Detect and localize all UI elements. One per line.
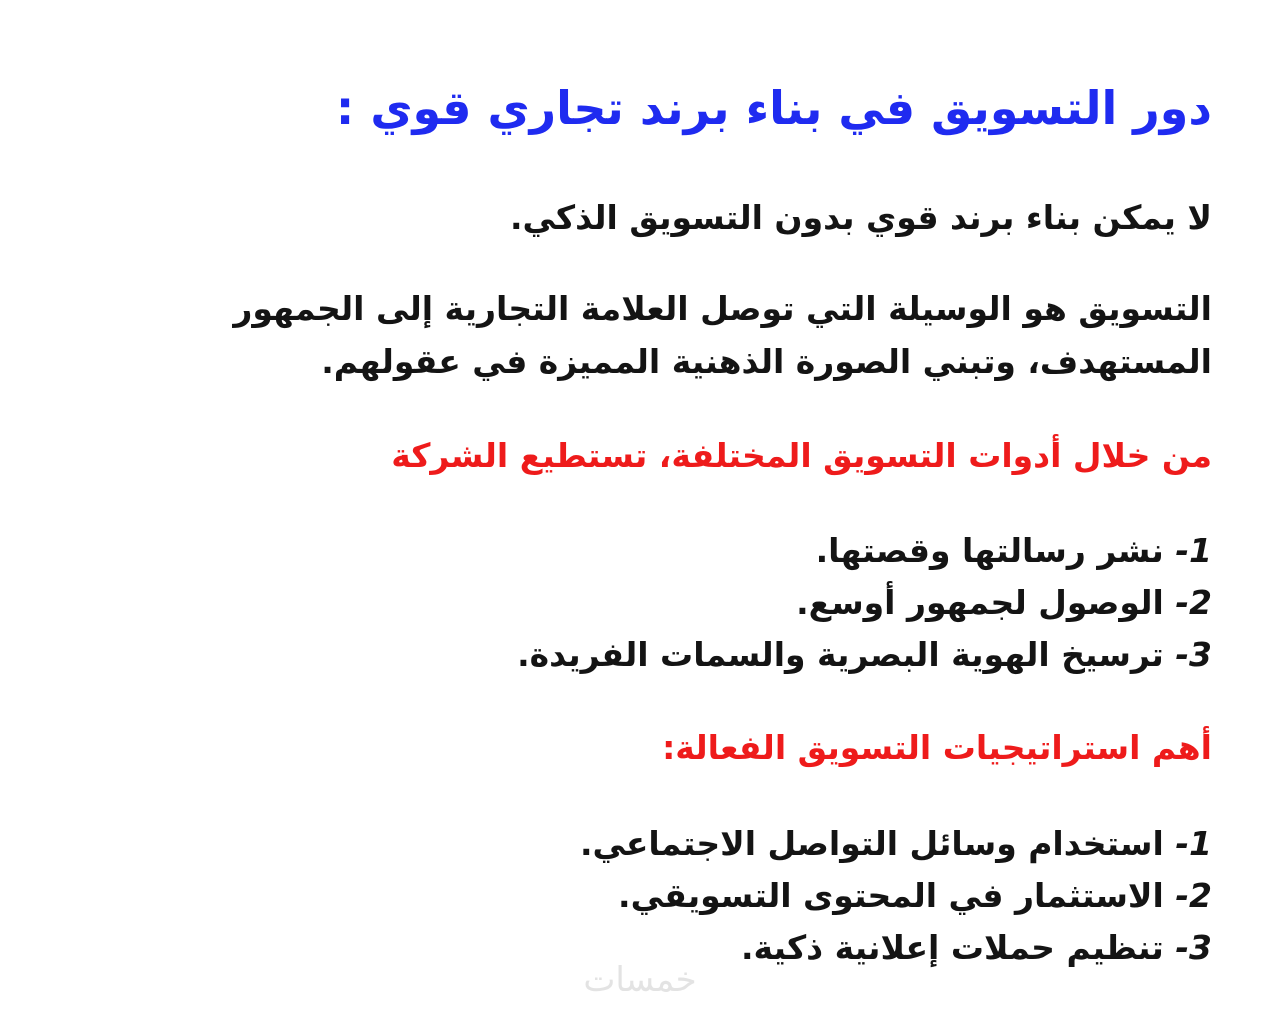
list-item-number: 1- (1175, 531, 1212, 570)
list-item-number: 2- (1175, 876, 1212, 915)
strategies-heading: أهم استراتيجيات التسويق الفعالة: (662, 728, 1212, 767)
list-item-text: استخدام وسائل التواصل الاجتماعي. (579, 824, 1164, 863)
tools-heading: من خلال أدوات التسويق المختلفة، تستطيع الشركة (391, 436, 1212, 475)
list-item-text: الاستثمار في المحتوى التسويقي. (618, 876, 1164, 915)
strategies-list-item (741, 922, 1212, 974)
page-title: دور التسويق في بناء برند تجاري قوي : (335, 81, 1212, 135)
list-item-text: ترسيخ الهوية البصرية والسمات الفريدة. (517, 635, 1164, 674)
list-item-text: نشر رسالتها وقصتها. (815, 531, 1164, 570)
definition-line-1: التسويق هو الوسيلة التي توصل العلامة التجارية إلى الجمهور (233, 289, 1212, 328)
watermark-logo: خمسات (583, 960, 697, 1000)
strategies-list-item (580, 818, 1212, 870)
definition-line-2: المستهدف، وتبني الصورة الذهنية المميزة في عقولهم. (321, 342, 1212, 381)
tools-list-item (816, 525, 1212, 577)
list-item-text: الوصول لجمهور أوسع. (796, 583, 1164, 622)
list-item-number: 3- (1175, 635, 1212, 674)
list-item-number: 2- (1175, 583, 1212, 622)
intro-text: لا يمكن بناء برند قوي بدون التسويق الذكي. (509, 198, 1212, 237)
list-item-text: تنظيم حملات إعلانية ذكية. (740, 928, 1164, 967)
list-item-number: 3- (1175, 928, 1212, 967)
strategies-list-item (618, 870, 1212, 922)
tools-list-item (517, 629, 1212, 681)
list-item-number: 1- (1175, 824, 1212, 863)
tools-list-item (796, 577, 1212, 629)
